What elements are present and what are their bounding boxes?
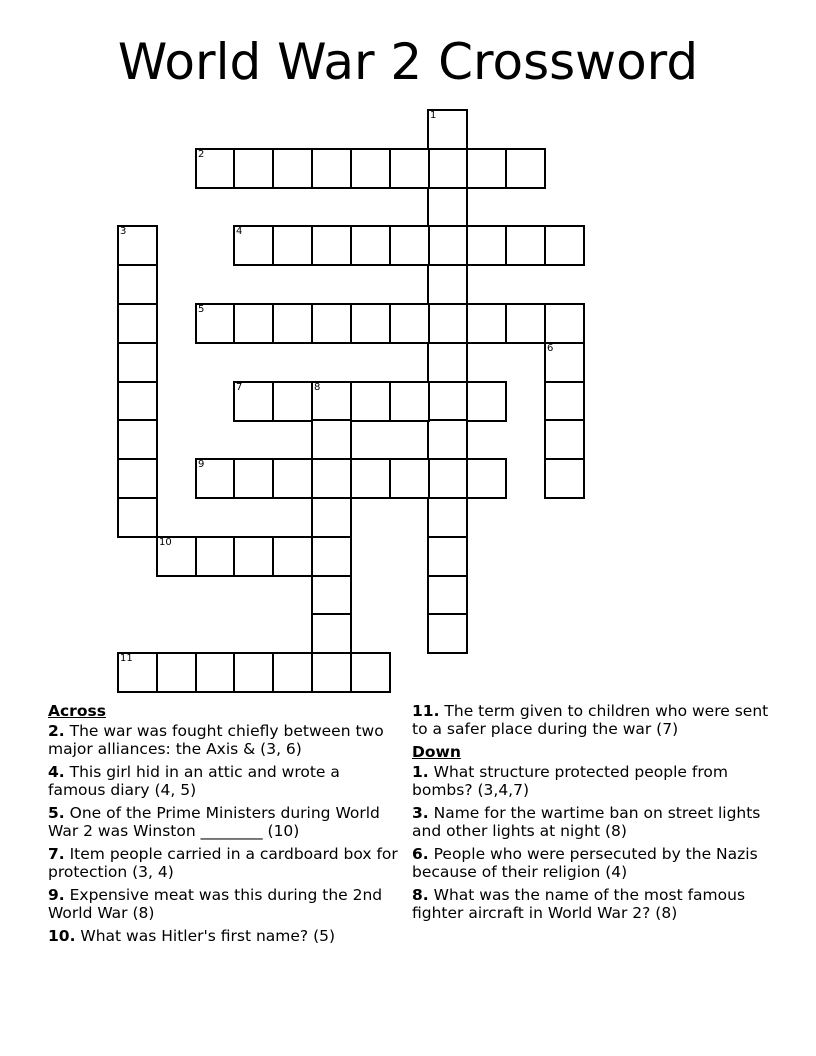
crossword-cell[interactable]	[117, 225, 158, 266]
clue-number: 8.	[412, 886, 429, 904]
crossword-cell[interactable]	[505, 225, 546, 266]
crossword-cell[interactable]	[389, 303, 430, 344]
crossword-cell[interactable]	[544, 458, 585, 499]
clues-column-left	[48, 702, 398, 950]
crossword-cell[interactable]	[311, 575, 352, 616]
crossword-cell[interactable]	[311, 419, 352, 460]
clue-down-1	[412, 763, 782, 799]
clue-text: Name for the wartime ban on street lights and other lights at night (8)	[412, 804, 761, 840]
crossword-cell[interactable]	[350, 381, 391, 422]
crossword-cell[interactable]	[427, 187, 468, 228]
crossword-cell[interactable]	[233, 652, 274, 693]
crossword-cell[interactable]	[117, 458, 158, 499]
crossword-cell[interactable]	[427, 264, 468, 305]
crossword-cell[interactable]	[156, 536, 197, 577]
cell-number: 6	[547, 343, 554, 354]
crossword-cell[interactable]	[427, 342, 468, 383]
crossword-cell[interactable]	[350, 225, 391, 266]
clue-number: 9.	[48, 886, 65, 904]
clue-text: What was the name of the most famous fighter aircraft in World War 2? (8)	[412, 886, 746, 922]
crossword-cell[interactable]	[311, 613, 352, 654]
cell-number: 9	[198, 459, 205, 470]
clue-across-11	[412, 702, 782, 738]
crossword-cell[interactable]	[427, 497, 468, 538]
crossword-cell[interactable]	[272, 458, 313, 499]
clue-text: What was Hitler's first name? (5)	[75, 927, 336, 945]
crossword-cell[interactable]	[117, 652, 158, 693]
crossword-cell[interactable]	[544, 381, 585, 422]
crossword-cell[interactable]	[233, 303, 274, 344]
crossword-cell[interactable]	[233, 225, 274, 266]
cell-number: 7	[236, 382, 243, 393]
cell-number: 3	[120, 226, 127, 237]
crossword-cell[interactable]	[350, 303, 391, 344]
crossword-cell[interactable]	[350, 652, 391, 693]
clue-number: 3.	[412, 804, 429, 822]
crossword-cell[interactable]	[427, 109, 468, 150]
clue-down-8	[412, 886, 782, 922]
crossword-cell[interactable]	[311, 497, 352, 538]
clue-across-10	[48, 927, 398, 945]
crossword-cell[interactable]	[427, 419, 468, 460]
cell-number: 11	[120, 653, 133, 664]
crossword-cell[interactable]	[311, 458, 352, 499]
crossword-cell[interactable]	[350, 458, 391, 499]
page-title: World War 2 Crossword	[117, 33, 699, 91]
down-heading: Down	[412, 743, 461, 761]
cell-number: 4	[236, 226, 243, 237]
clue-across-7	[48, 845, 398, 881]
crossword-cell[interactable]	[389, 381, 430, 422]
cell-number: 8	[314, 382, 321, 393]
crossword-cell[interactable]	[389, 458, 430, 499]
crossword-cell[interactable]	[195, 148, 236, 189]
crossword-cell[interactable]	[311, 536, 352, 577]
crossword-cell[interactable]	[544, 225, 585, 266]
clue-text: The term given to children who were sent to a safer place during the war (7)	[412, 702, 769, 738]
crossword-cell[interactable]	[311, 148, 352, 189]
crossword-cell[interactable]	[427, 458, 468, 499]
clues-column-right	[412, 702, 782, 927]
clue-number: 2.	[48, 722, 65, 740]
crossword-cell[interactable]	[427, 536, 468, 577]
crossword-cell[interactable]	[117, 264, 158, 305]
crossword-cell[interactable]	[544, 342, 585, 383]
crossword-cell[interactable]	[427, 303, 468, 344]
crossword-cell[interactable]	[427, 225, 468, 266]
crossword-cell[interactable]	[117, 303, 158, 344]
crossword-cell[interactable]	[505, 303, 546, 344]
crossword-cell[interactable]	[427, 148, 468, 189]
crossword-cell[interactable]	[156, 652, 197, 693]
crossword-cell[interactable]	[272, 536, 313, 577]
clue-down-6	[412, 845, 782, 881]
clue-number: 10.	[48, 927, 76, 945]
crossword-cell[interactable]	[272, 225, 313, 266]
crossword-cell[interactable]	[272, 652, 313, 693]
crossword-cell[interactable]	[311, 652, 352, 693]
clue-across-5	[48, 804, 398, 840]
crossword-cell[interactable]	[350, 148, 391, 189]
crossword-cell[interactable]	[311, 225, 352, 266]
clue-number: 6.	[412, 845, 429, 863]
crossword-cell[interactable]	[233, 381, 274, 422]
crossword-cell[interactable]	[466, 381, 507, 422]
crossword-cell[interactable]	[233, 458, 274, 499]
crossword-cell[interactable]	[117, 497, 158, 538]
clue-across-4	[48, 763, 398, 799]
cell-number: 5	[198, 304, 205, 315]
crossword-cell[interactable]	[117, 381, 158, 422]
crossword-cell[interactable]	[233, 536, 274, 577]
crossword-cell[interactable]	[195, 303, 236, 344]
clue-text: One of the Prime Ministers during World War 2 was Winston ________ (10)	[48, 804, 380, 840]
clue-across-2	[48, 722, 398, 758]
clue-text: What structure protected people from bombs? (3,4,7)	[412, 763, 728, 799]
clue-number: 11.	[412, 702, 440, 720]
crossword-cell[interactable]	[272, 148, 313, 189]
crossword-cell[interactable]	[195, 458, 236, 499]
crossword-cell[interactable]	[466, 303, 507, 344]
crossword-cell[interactable]	[427, 381, 468, 422]
clue-number: 7.	[48, 845, 65, 863]
crossword-cell[interactable]	[505, 148, 546, 189]
clue-number: 4.	[48, 763, 65, 781]
crossword-cell[interactable]	[466, 458, 507, 499]
crossword-cell[interactable]	[466, 148, 507, 189]
crossword-cell[interactable]	[544, 303, 585, 344]
crossword-cell[interactable]	[272, 381, 313, 422]
crossword-cell[interactable]	[466, 225, 507, 266]
crossword-cell[interactable]	[195, 536, 236, 577]
clue-down-3	[412, 804, 782, 840]
crossword-cell[interactable]	[117, 342, 158, 383]
crossword-cell[interactable]	[427, 613, 468, 654]
crossword-cell[interactable]	[272, 303, 313, 344]
crossword-cell[interactable]	[544, 419, 585, 460]
clue-text: Expensive meat was this during the 2nd World War (8)	[48, 886, 383, 922]
across-heading: Across	[48, 702, 106, 720]
crossword-cell[interactable]	[389, 148, 430, 189]
cell-number: 10	[159, 537, 172, 548]
crossword-cell[interactable]	[311, 303, 352, 344]
crossword-cell[interactable]	[117, 419, 158, 460]
cell-number: 2	[198, 149, 205, 160]
clue-text: This girl hid in an attic and wrote a famous diary (4, 5)	[48, 763, 340, 799]
crossword-cell[interactable]	[195, 652, 236, 693]
crossword-cell[interactable]	[311, 381, 352, 422]
clue-text: Item people carried in a cardboard box for protection (3, 4)	[48, 845, 398, 881]
crossword-cell[interactable]	[233, 148, 274, 189]
crossword-cell[interactable]	[427, 575, 468, 616]
clue-across-9	[48, 886, 398, 922]
clue-text: The war was fought chiefly between two major alliances: the Axis & (3, 6)	[48, 722, 384, 758]
clue-number: 5.	[48, 804, 65, 822]
clue-number: 1.	[412, 763, 429, 781]
crossword-cell[interactable]	[389, 225, 430, 266]
clue-text: People who were persecuted by the Nazis because of their religion (4)	[412, 845, 758, 881]
cell-number: 1	[430, 110, 437, 121]
